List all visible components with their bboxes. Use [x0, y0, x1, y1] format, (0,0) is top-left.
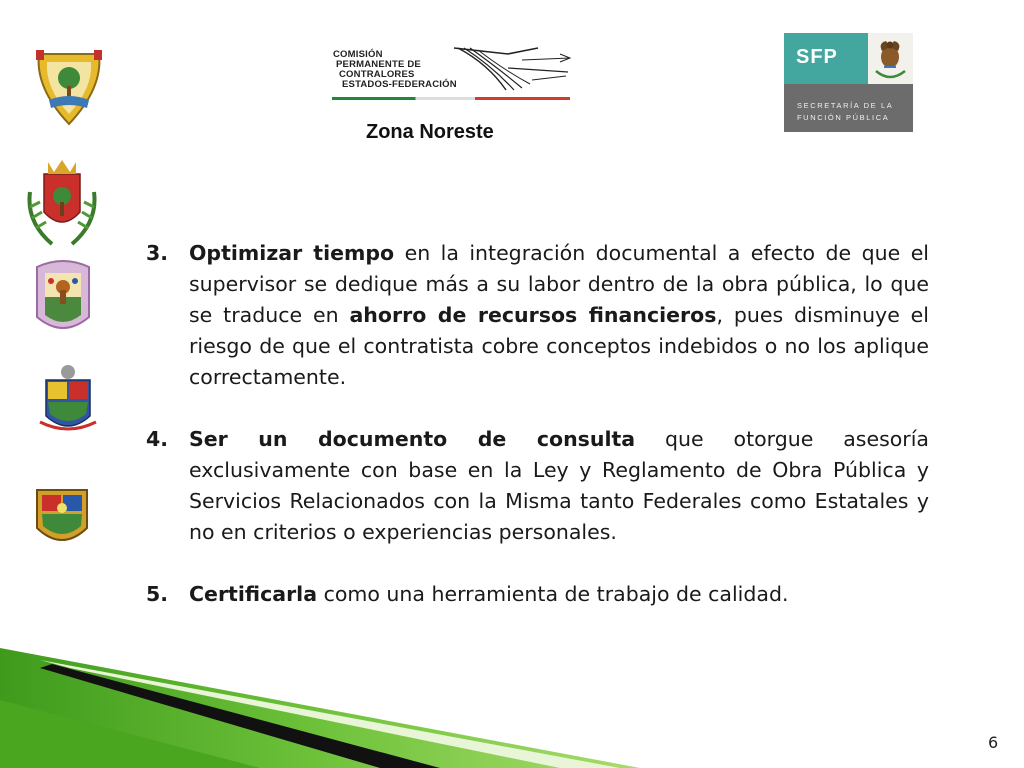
cpce-logo-text: COMISIÓN PERMANENTE DE CONTRALORES ESTADOS-FEDERACIÓN — [333, 49, 457, 90]
list-number: 5. — [146, 582, 169, 606]
list-number: 3. — [146, 241, 169, 265]
item-text: que otorgue asesoría exclusivamente con base en la Ley y Reglamento de Obra Pública y Servicios Relacionados con la Misma tanto Federales como Estatales y no en criterios o experiencias personales. — [189, 427, 929, 544]
page-number: 6 — [988, 733, 999, 752]
item-bold-lead: Optimizar tiempo — [189, 241, 395, 265]
sfp-abbr: SFP — [796, 46, 838, 68]
sfp-name: SECRETARÍA DE LA FUNCIÓN PÚBLICA — [797, 101, 894, 122]
zone-title: Zona Noreste — [366, 121, 494, 143]
item-text: como una herramienta de trabajo de calidad. — [317, 582, 789, 606]
item-bold-lead: Ser un documento de consulta — [189, 427, 636, 451]
item-text: , pues disminuye el riesgo de que el contratista cobre conceptos indebidos o no los aplique correctamente. — [189, 303, 929, 389]
item-bold-lead: Certificarla — [189, 582, 318, 606]
item-bold-mid: ahorro de recursos financieros — [349, 303, 717, 327]
item-text: en la integración documental a efecto de que el supervisor se dedique más a su labor dentro de la obra pública, lo que se traduce en — [189, 241, 929, 327]
list-number: 4. — [146, 427, 169, 451]
